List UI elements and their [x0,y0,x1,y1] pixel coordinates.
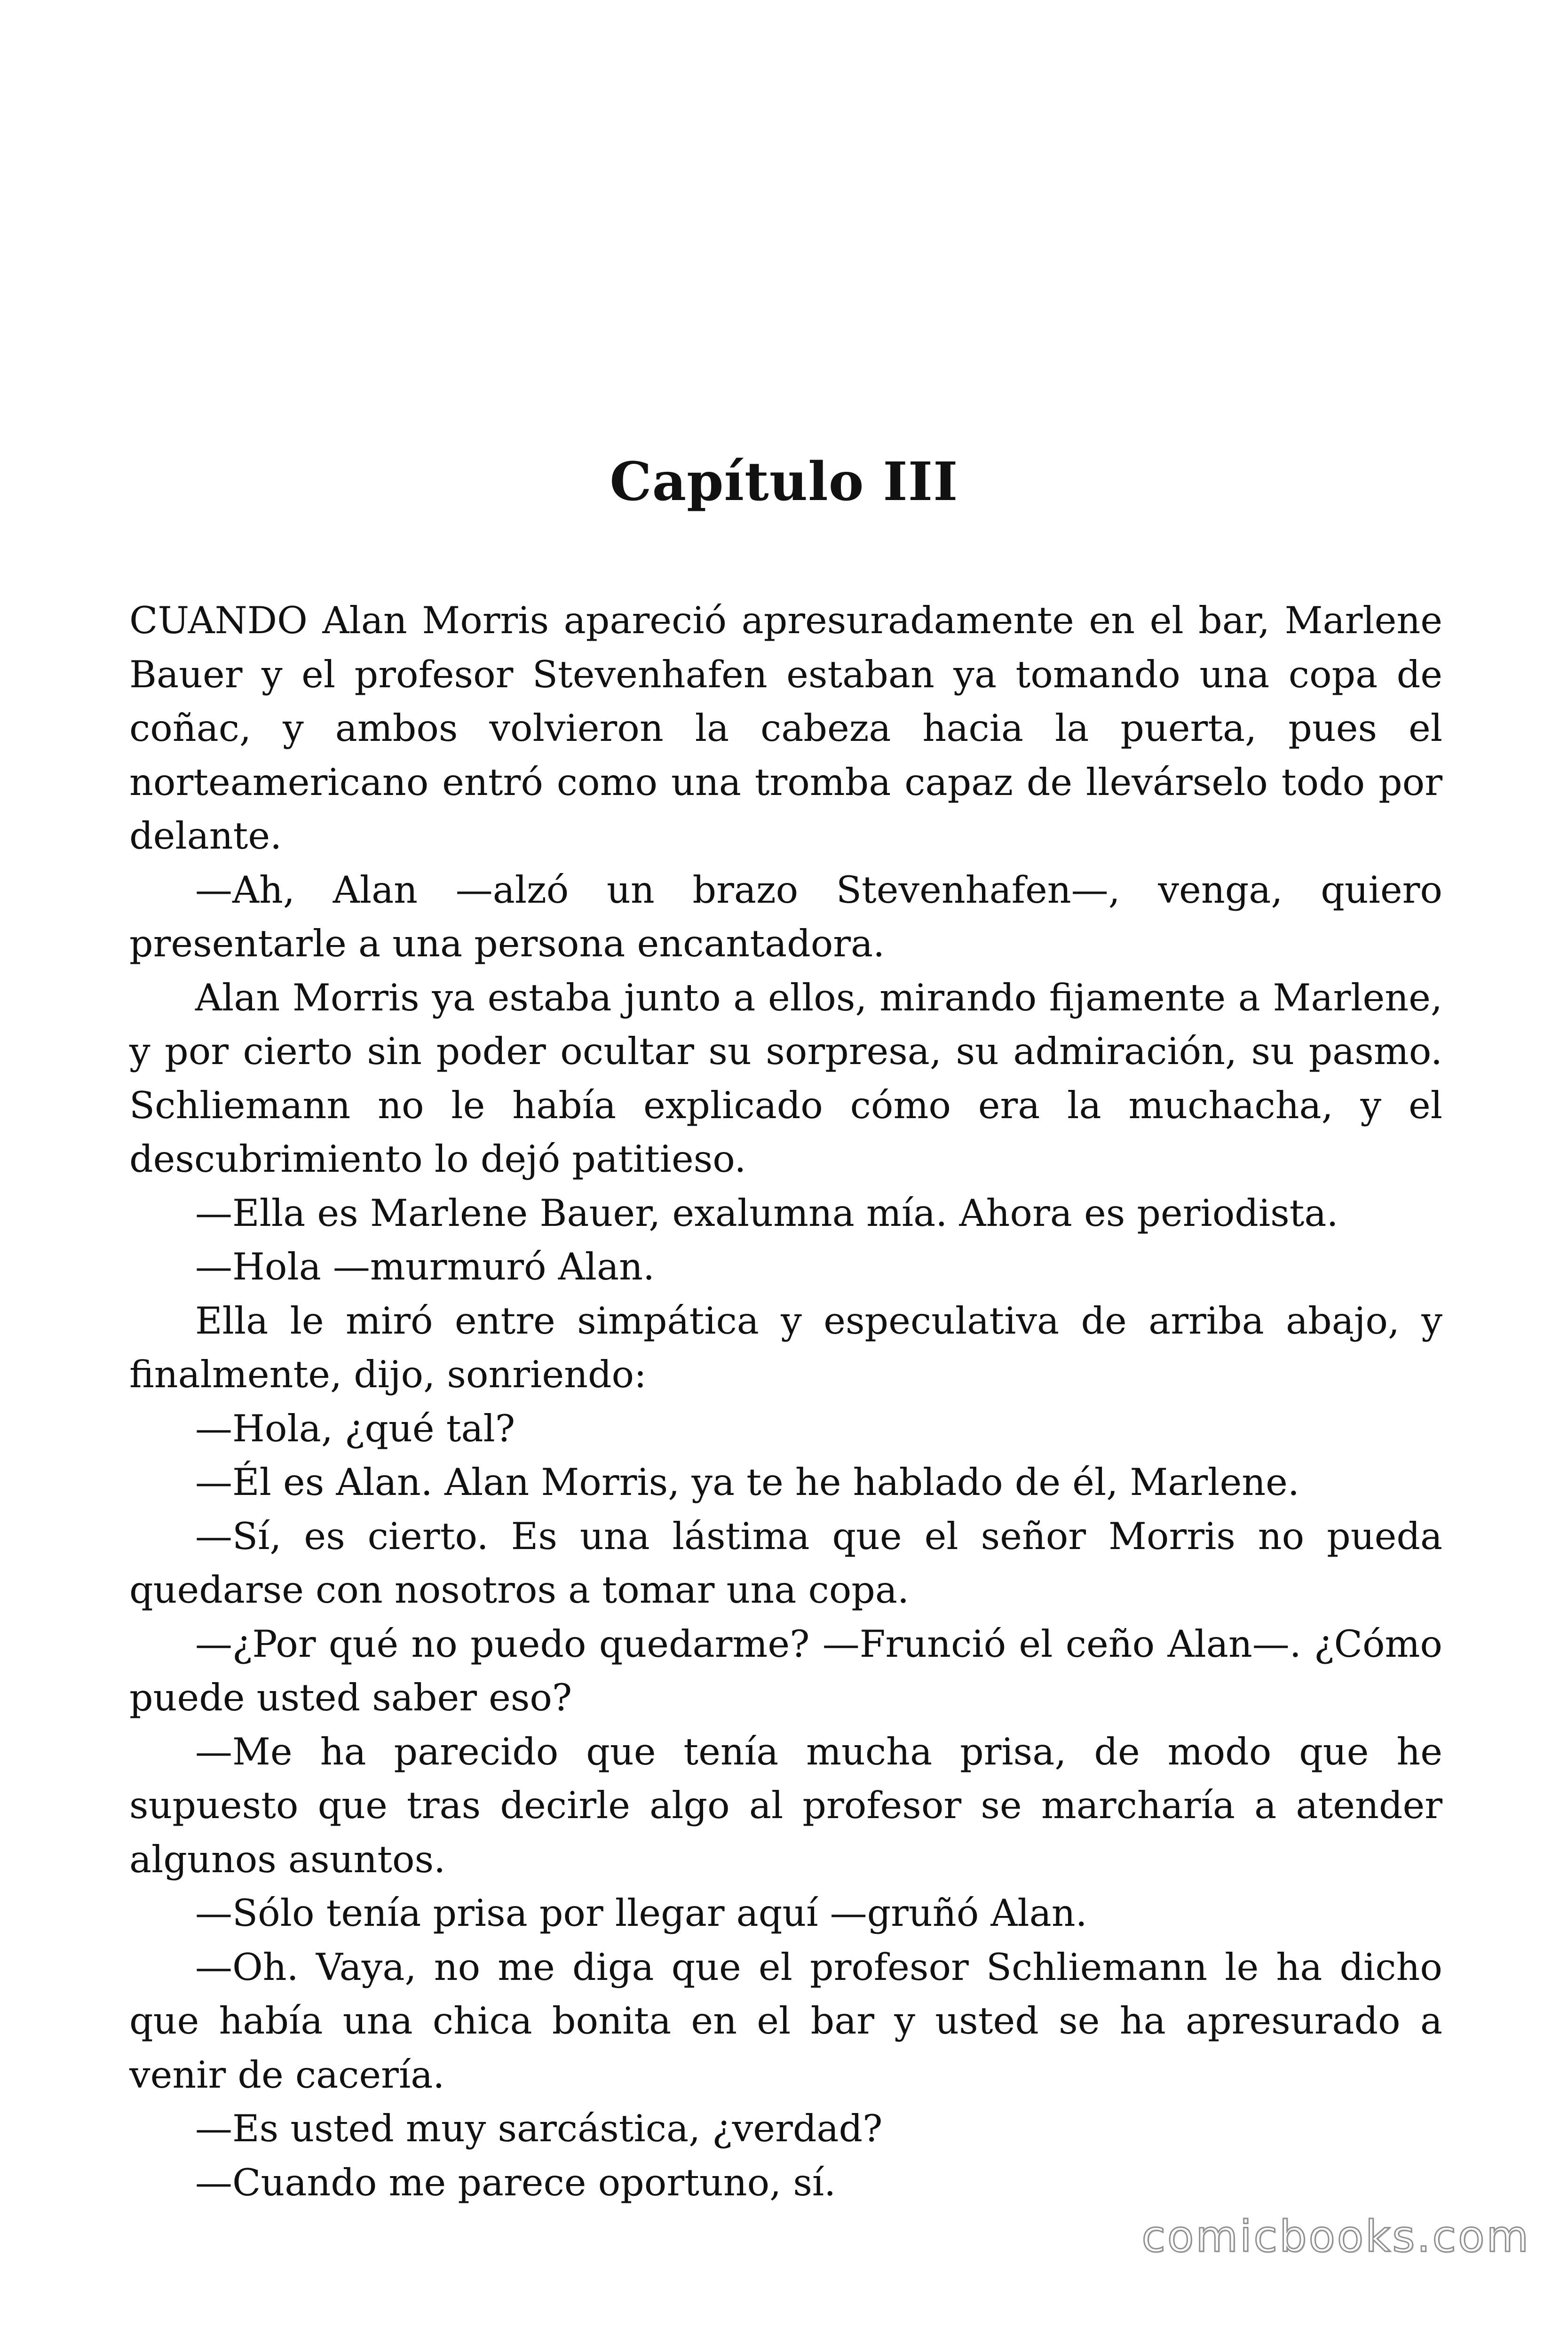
paragraph: —¿Por qué no puedo quedarme? —Frunció el ceño Alan—. ¿Cómo puede usted saber eso? [129,1622,1442,1719]
paragraph: —Ella es Marlene Bauer, exalumna mía. Ahora es periodista. [195,1191,1338,1235]
paragraph: —Hola —murmuró Alan. [195,1245,655,1288]
paragraph: —Oh. Vaya, no me diga que el profesor Schliemann le ha dicho que había una chica bonita en el bar y usted se ha apresurado a venir de cacería. [129,1945,1442,2097]
paragraph: —Ah, Alan —alzó un brazo Stevenhafen—, venga, quiero presentarle a una persona encantadora. [129,868,1442,965]
paragraph: —Sí, es cierto. Es una lástima que el señor Morris no pueda quedarse con nosotros a tomar una copa. [129,1514,1442,1612]
watermark: comicbooks.com [1141,2211,1530,2262]
paragraph: —Es usted muy sarcástica, ¿verdad? [195,2107,883,2150]
paragraph: —Sólo tenía prisa por llegar aquí —gruñó Alan. [195,1891,1087,1935]
paragraph: Alan Morris ya estaba junto a ellos, mirando fijamente a Marlene, y por cierto sin poder ocultar su sorpresa, su admiración, su pasmo. Schliemann no le había explicado cómo era la muchacha, y el descubrimiento lo dejó patitieso. [129,976,1442,1181]
paragraph: —Me ha parecido que tenía mucha prisa, de modo que he supuesto que tras decirle algo al profesor se marcharía a atender algunos asuntos. [129,1730,1442,1881]
paragraph: Ella le miró entre simpática y especulativa de arriba abajo, y finalmente, dijo, sonriendo: [129,1299,1442,1396]
paragraph: CUANDO Alan Morris apareció apresuradamente en el bar, Marlene Bauer y el profesor Stevenhafen estaban ya tomando una copa de coñac, y ambos volvieron la cabeza hacia la puerta, pues el norteamericano entró como una tromba capaz de llevárselo todo por delante. [129,599,1442,858]
chapter-title: Capítulo III [610,451,958,513]
chapter-body [129,594,1442,2209]
paragraph: —Él es Alan. Alan Morris, ya te he hablado de él, Marlene. [195,1461,1299,1504]
paragraph: —Cuando me parece oportuno, sí. [195,2161,836,2204]
paragraph: —Hola, ¿qué tal? [195,1406,515,1450]
